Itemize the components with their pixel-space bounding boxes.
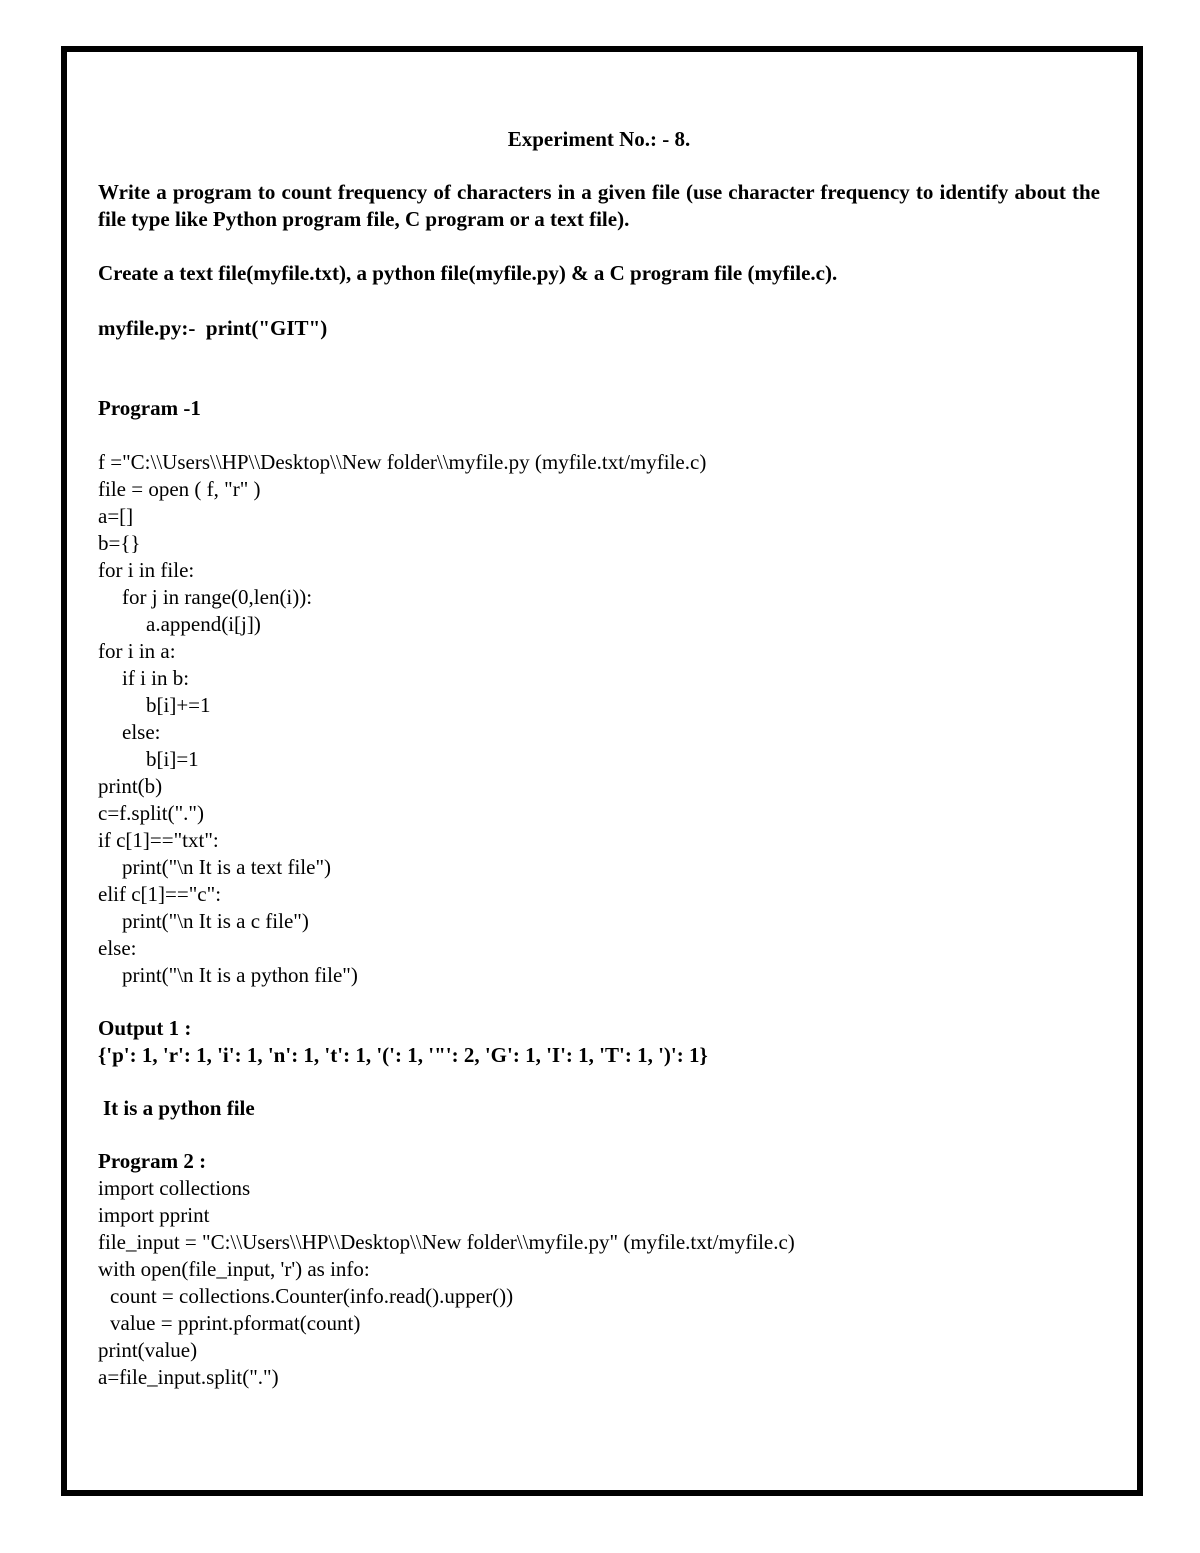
code-line: else: <box>122 720 161 744</box>
output1-heading: Output 1 : <box>98 1016 192 1040</box>
code-line: b={} <box>98 531 141 555</box>
code-line: for i in a: <box>98 639 176 663</box>
code-line: if c[1]=="txt": <box>98 828 219 852</box>
code-line: b[i]+=1 <box>146 693 211 717</box>
code-line: print("\n It is a c file") <box>122 909 309 933</box>
program2-heading: Program 2 : <box>98 1149 207 1173</box>
code-line: a.append(i[j]) <box>146 612 261 636</box>
program1-heading: Program -1 <box>98 396 201 420</box>
code-line: a=[] <box>98 504 134 528</box>
output1-result: It is a python file <box>103 1096 255 1120</box>
myfile-py-text: myfile.py:- print("GIT") <box>98 316 328 340</box>
code-line: count = collections.Counter(info.read().upper()) <box>110 1284 514 1308</box>
program1-code <box>98 449 1100 989</box>
create-files-text: Create a text file(myfile.txt), a python file(myfile.py) & a C program file (myfile.c). <box>98 261 838 285</box>
code-line: with open(file_input, 'r') as info: <box>98 1257 370 1281</box>
experiment-title: Experiment No.: - 8. <box>507 127 691 151</box>
code-line: print("\n It is a text file") <box>122 855 332 879</box>
code-line: import pprint <box>98 1203 210 1227</box>
output1-value: {'p': 1, 'r': 1, 'i': 1, 'n': 1, 't': 1, '(': 1, '"': 2, 'G': 1, 'I': 1, 'T': 1, ')': 1} <box>98 1043 708 1067</box>
code-line: for i in file: <box>98 558 195 582</box>
code-line: c=f.split(".") <box>98 801 204 825</box>
document-body <box>98 124 1100 1391</box>
code-line: elif c[1]=="c": <box>98 882 222 906</box>
code-line: print(value) <box>98 1338 198 1362</box>
code-line: import collections <box>98 1176 251 1200</box>
question-text: Write a program to count frequency of characters in a given file (use character frequency to identify about the file type like Python program file, C program or a text file). <box>98 180 1100 231</box>
code-line: f ="C:\\Users\\HP\\Desktop\\New folder\\myfile.py (myfile.txt/myfile.c) <box>98 450 707 474</box>
program2-code <box>98 1175 1100 1391</box>
code-line: print(b) <box>98 774 163 798</box>
code-line: a=file_input.split(".") <box>98 1365 279 1389</box>
code-line: value = pprint.pformat(count) <box>110 1311 361 1335</box>
code-line: for j in range(0,len(i)): <box>122 585 313 609</box>
code-line: file_input = "C:\\Users\\HP\\Desktop\\New folder\\myfile.py" (myfile.txt/myfile.c) <box>98 1230 795 1254</box>
code-line: if i in b: <box>122 666 190 690</box>
code-line: b[i]=1 <box>146 747 199 771</box>
code-line: else: <box>98 936 137 960</box>
code-line: print("\n It is a python file") <box>122 963 358 987</box>
code-line: file = open ( f, "r" ) <box>98 477 261 501</box>
